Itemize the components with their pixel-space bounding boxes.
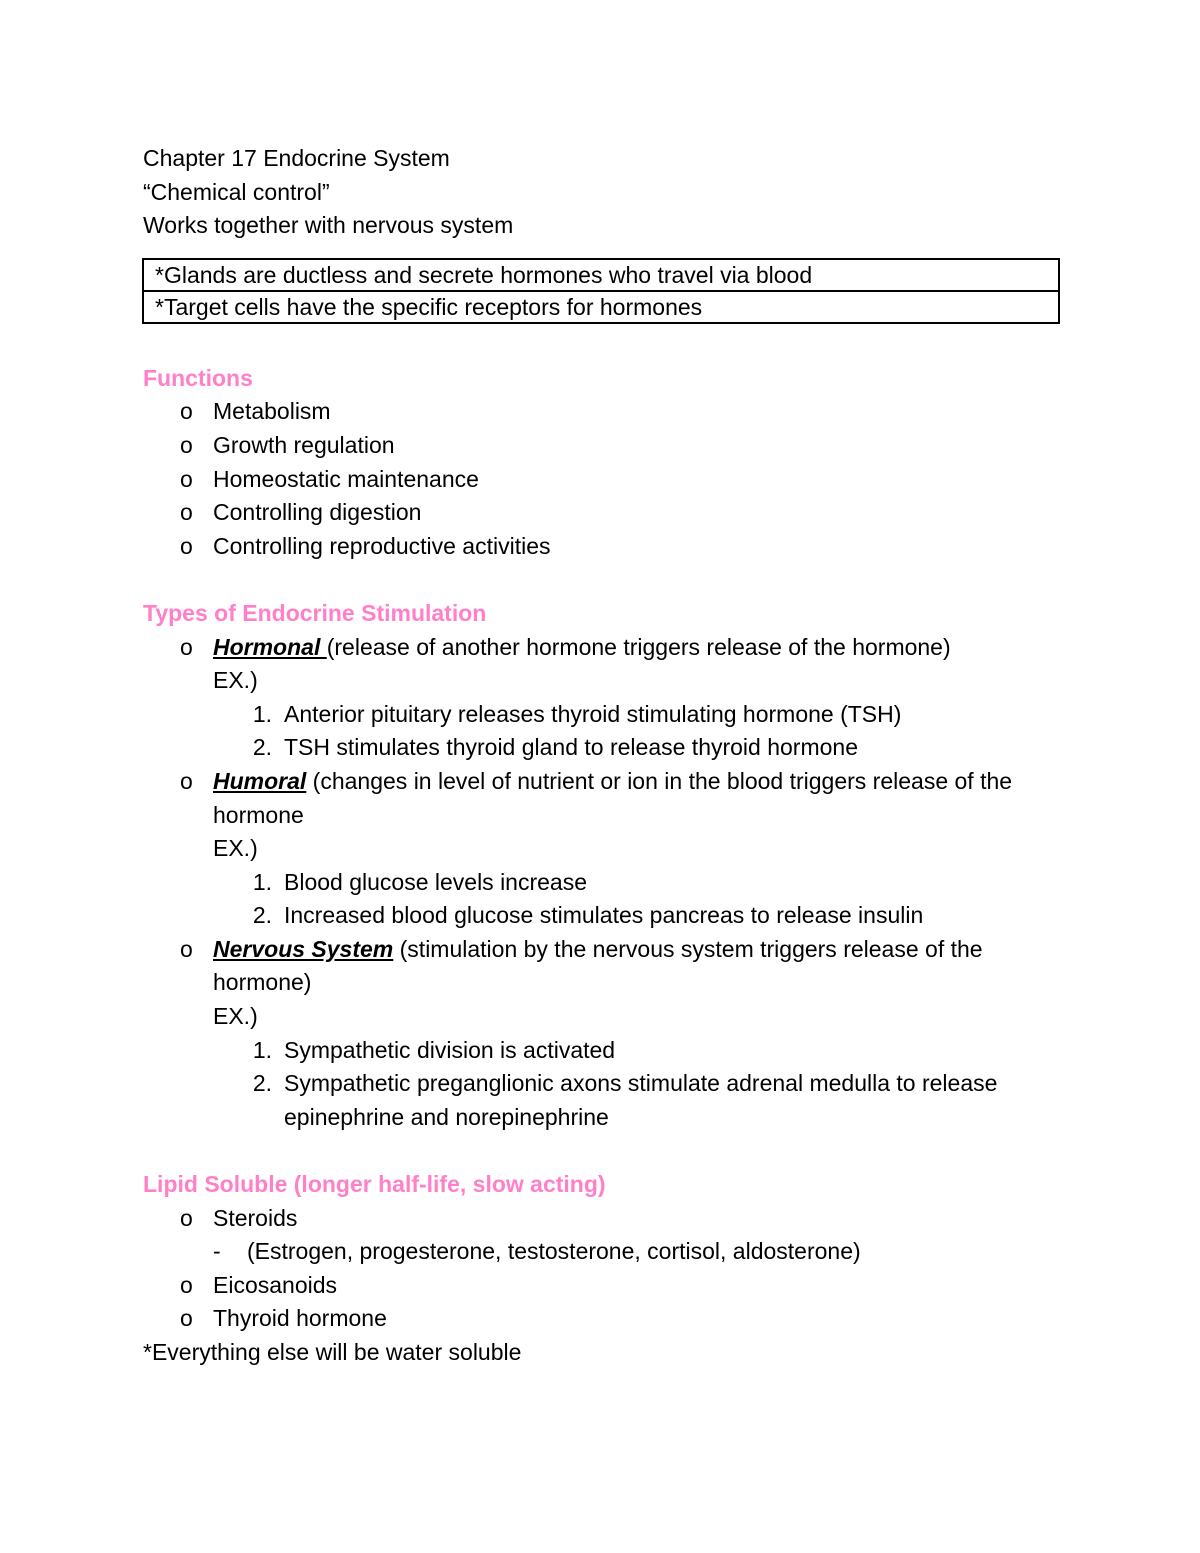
bullet-icon: o xyxy=(180,1271,193,1298)
document-content xyxy=(143,142,1059,1370)
key-points-box xyxy=(142,258,1060,324)
key-point: *Target cells have the specific receptors for hormones xyxy=(143,291,1059,323)
list-item: o Eicosanoids xyxy=(143,1269,1059,1303)
list-item: o Controlling digestion xyxy=(143,496,1059,530)
term-description: (release of another hormone triggers release of the hormone) xyxy=(326,633,951,660)
term-description: (stimulation by the nervous system triggers release of the hormone) xyxy=(213,935,983,996)
term-nervous-system: Nervous System xyxy=(213,935,394,962)
stimulation-type-hormonal xyxy=(143,631,1059,665)
example-label: EX.) xyxy=(213,667,258,694)
list-item: o Thyroid hormone xyxy=(143,1302,1059,1336)
list-item: o Homeostatic maintenance xyxy=(143,463,1059,497)
example-label: EX.) xyxy=(213,1003,258,1030)
footnote: *Everything else will be water soluble xyxy=(143,1339,522,1365)
example-label: EX.) xyxy=(213,835,258,862)
bullet-icon: o xyxy=(180,633,193,660)
bullet-icon: o xyxy=(180,532,193,559)
bullet-icon: o xyxy=(180,465,193,492)
list-item: o Growth regulation xyxy=(143,429,1059,463)
term-hormonal: Hormonal xyxy=(213,633,327,660)
example-item: 2. Increased blood glucose stimulates pancreas to release insulin xyxy=(252,902,924,929)
stimulation-heading: Types of Endocrine Stimulation xyxy=(143,599,487,626)
example-item: 2. Sympathetic preganglionic axons stimulate adrenal medulla to release epinephrine and norepinephrine xyxy=(252,1070,998,1130)
intro-line: Works together with nervous system xyxy=(143,212,514,239)
list-item: o Controlling reproductive activities xyxy=(143,530,1059,564)
bullet-icon: o xyxy=(180,1305,193,1332)
bullet-icon: o xyxy=(180,935,193,962)
bullet-icon: o xyxy=(180,431,193,458)
key-point: *Glands are ductless and secrete hormones who travel via blood xyxy=(143,259,1059,291)
term-humoral: Humoral xyxy=(213,767,307,794)
functions-heading: Functions xyxy=(143,364,253,391)
chapter-title: Chapter 17 Endocrine System xyxy=(143,145,450,171)
stimulation-type-nervous xyxy=(143,933,1059,1000)
example-item: 1. Sympathetic division is activated xyxy=(252,1036,616,1063)
stimulation-type-humoral xyxy=(143,765,1059,832)
steroid-examples: - (Estrogen, progesterone, testosterone, cortisol, aldosterone) xyxy=(143,1235,1059,1269)
example-item: 1. Blood glucose levels increase xyxy=(252,868,588,895)
bullet-icon: o xyxy=(180,499,193,526)
example-item: 2. TSH stimulates thyroid gland to release thyroid hormone xyxy=(252,734,859,761)
list-item: o Metabolism xyxy=(143,395,1059,429)
example-item: 1. Anterior pituitary releases thyroid stimulating hormone (TSH) xyxy=(252,700,902,727)
bullet-icon: o xyxy=(180,767,193,794)
lipid-heading: Lipid Soluble (longer half-life, slow acting) xyxy=(143,1171,606,1198)
dash-icon: - xyxy=(213,1238,221,1265)
bullet-icon: o xyxy=(180,1204,193,1231)
term-description: (changes in level of nutrient or ion in the blood triggers release of the hormone xyxy=(213,767,1013,828)
subtitle: “Chemical control” xyxy=(143,178,330,205)
list-item: o Steroids xyxy=(143,1202,1059,1236)
bullet-icon: o xyxy=(180,398,193,425)
